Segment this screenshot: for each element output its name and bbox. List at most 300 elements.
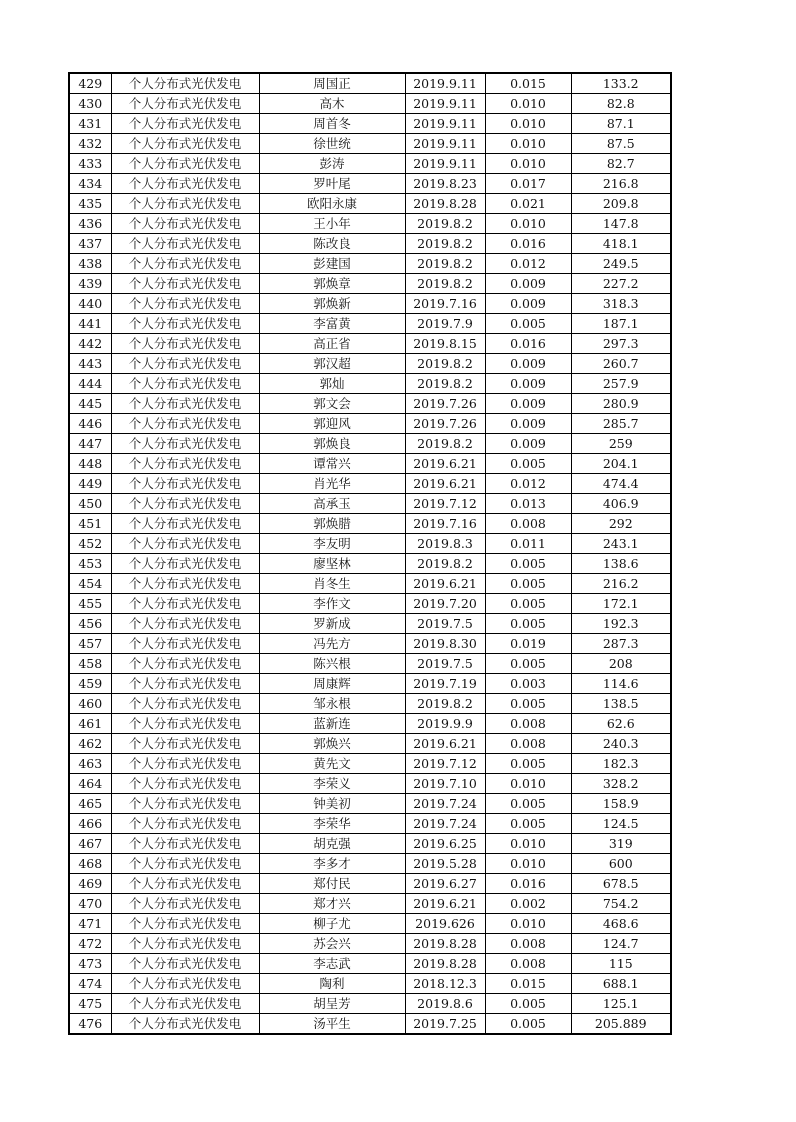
table-row: [69, 734, 671, 754]
row-number-cell: 454: [69, 574, 111, 594]
amount-cell: 249.5: [571, 254, 671, 274]
row-number-cell: 471: [69, 914, 111, 934]
project-type-cell: 个人分布式光伏发电: [111, 174, 259, 194]
row-number-cell: 476: [69, 1014, 111, 1035]
project-type-cell: 个人分布式光伏发电: [111, 634, 259, 654]
table-row: [69, 814, 671, 834]
date-cell: 2019.8.28: [405, 934, 485, 954]
project-type-cell: 个人分布式光伏发电: [111, 454, 259, 474]
date-cell: 2019.9.11: [405, 134, 485, 154]
owner-name-cell: 谭常兴: [259, 454, 405, 474]
amount-cell: 754.2: [571, 894, 671, 914]
owner-name-cell: 李荣华: [259, 814, 405, 834]
project-type-cell: 个人分布式光伏发电: [111, 794, 259, 814]
table-row: [69, 274, 671, 294]
amount-cell: 82.7: [571, 154, 671, 174]
amount-cell: 192.3: [571, 614, 671, 634]
project-type-cell: 个人分布式光伏发电: [111, 734, 259, 754]
row-number-cell: 462: [69, 734, 111, 754]
owner-name-cell: 郭焕良: [259, 434, 405, 454]
project-type-cell: 个人分布式光伏发电: [111, 434, 259, 454]
amount-cell: 216.8: [571, 174, 671, 194]
owner-name-cell: 徐世统: [259, 134, 405, 154]
amount-cell: 240.3: [571, 734, 671, 754]
date-cell: 2019.8.2: [405, 554, 485, 574]
owner-name-cell: 陈改良: [259, 234, 405, 254]
amount-cell: 133.2: [571, 73, 671, 94]
amount-cell: 147.8: [571, 214, 671, 234]
row-number-cell: 473: [69, 954, 111, 974]
row-number-cell: 445: [69, 394, 111, 414]
table-row: [69, 73, 671, 94]
date-cell: 2019.8.28: [405, 194, 485, 214]
date-cell: 2019.8.2: [405, 374, 485, 394]
row-number-cell: 441: [69, 314, 111, 334]
table-row: [69, 294, 671, 314]
date-cell: 2019.7.19: [405, 674, 485, 694]
owner-name-cell: 郭焕腊: [259, 514, 405, 534]
table-row: [69, 194, 671, 214]
table-row: [69, 354, 671, 374]
amount-cell: 158.9: [571, 794, 671, 814]
capacity-cell: 0.010: [485, 114, 571, 134]
row-number-cell: 432: [69, 134, 111, 154]
row-number-cell: 450: [69, 494, 111, 514]
table-row: [69, 634, 671, 654]
owner-name-cell: 周国正: [259, 73, 405, 94]
date-cell: 2019.6.21: [405, 474, 485, 494]
row-number-cell: 431: [69, 114, 111, 134]
capacity-cell: 0.010: [485, 214, 571, 234]
row-number-cell: 447: [69, 434, 111, 454]
date-cell: 2019.8.30: [405, 634, 485, 654]
project-type-cell: 个人分布式光伏发电: [111, 214, 259, 234]
owner-name-cell: 郭焕新: [259, 294, 405, 314]
project-type-cell: 个人分布式光伏发电: [111, 274, 259, 294]
project-type-cell: 个人分布式光伏发电: [111, 654, 259, 674]
owner-name-cell: 陶利: [259, 974, 405, 994]
row-number-cell: 448: [69, 454, 111, 474]
row-number-cell: 435: [69, 194, 111, 214]
amount-cell: 260.7: [571, 354, 671, 374]
date-cell: 2019.6.25: [405, 834, 485, 854]
row-number-cell: 475: [69, 994, 111, 1014]
capacity-cell: 0.016: [485, 334, 571, 354]
table-row: [69, 174, 671, 194]
capacity-cell: 0.008: [485, 934, 571, 954]
owner-name-cell: 周康辉: [259, 674, 405, 694]
table-row: [69, 1014, 671, 1035]
project-type-cell: 个人分布式光伏发电: [111, 73, 259, 94]
capacity-cell: 0.013: [485, 494, 571, 514]
owner-name-cell: 欧阳永康: [259, 194, 405, 214]
capacity-cell: 0.010: [485, 94, 571, 114]
date-cell: 2019.7.20: [405, 594, 485, 614]
capacity-cell: 0.009: [485, 374, 571, 394]
project-type-cell: 个人分布式光伏发电: [111, 314, 259, 334]
table-row: [69, 614, 671, 634]
amount-cell: 209.8: [571, 194, 671, 214]
table-row: [69, 654, 671, 674]
amount-cell: 87.5: [571, 134, 671, 154]
table-row: [69, 834, 671, 854]
project-type-cell: 个人分布式光伏发电: [111, 114, 259, 134]
row-number-cell: 444: [69, 374, 111, 394]
date-cell: 2019.7.24: [405, 814, 485, 834]
date-cell: 2019.6.21: [405, 574, 485, 594]
project-type-cell: 个人分布式光伏发电: [111, 294, 259, 314]
project-type-cell: 个人分布式光伏发电: [111, 874, 259, 894]
table-row: [69, 394, 671, 414]
owner-name-cell: 黄先文: [259, 754, 405, 774]
amount-cell: 297.3: [571, 334, 671, 354]
row-number-cell: 461: [69, 714, 111, 734]
capacity-cell: 0.012: [485, 254, 571, 274]
table-row: [69, 774, 671, 794]
table-row: [69, 934, 671, 954]
table-row: [69, 434, 671, 454]
date-cell: 2019.7.26: [405, 414, 485, 434]
row-number-cell: 452: [69, 534, 111, 554]
owner-name-cell: 胡呈芳: [259, 994, 405, 1014]
date-cell: 2019.9.11: [405, 73, 485, 94]
project-type-cell: 个人分布式光伏发电: [111, 814, 259, 834]
row-number-cell: 469: [69, 874, 111, 894]
capacity-cell: 0.010: [485, 154, 571, 174]
row-number-cell: 438: [69, 254, 111, 274]
date-cell: 2019.7.5: [405, 654, 485, 674]
row-number-cell: 429: [69, 73, 111, 94]
table-row: [69, 94, 671, 114]
capacity-cell: 0.021: [485, 194, 571, 214]
owner-name-cell: 郭迎风: [259, 414, 405, 434]
row-number-cell: 457: [69, 634, 111, 654]
capacity-cell: 0.005: [485, 794, 571, 814]
capacity-cell: 0.011: [485, 534, 571, 554]
project-type-cell: 个人分布式光伏发电: [111, 934, 259, 954]
table-row: [69, 334, 671, 354]
amount-cell: 115: [571, 954, 671, 974]
owner-name-cell: 高木: [259, 94, 405, 114]
amount-cell: 138.5: [571, 694, 671, 714]
project-type-cell: 个人分布式光伏发电: [111, 554, 259, 574]
row-number-cell: 436: [69, 214, 111, 234]
date-cell: 2019.8.2: [405, 234, 485, 254]
project-type-cell: 个人分布式光伏发电: [111, 994, 259, 1014]
owner-name-cell: 王小年: [259, 214, 405, 234]
amount-cell: 82.8: [571, 94, 671, 114]
row-number-cell: 456: [69, 614, 111, 634]
owner-name-cell: 罗新成: [259, 614, 405, 634]
amount-cell: 280.9: [571, 394, 671, 414]
table-row: [69, 754, 671, 774]
date-cell: 2019.6.21: [405, 734, 485, 754]
capacity-cell: 0.008: [485, 514, 571, 534]
amount-cell: 285.7: [571, 414, 671, 434]
row-number-cell: 468: [69, 854, 111, 874]
table-row: [69, 314, 671, 334]
capacity-cell: 0.015: [485, 73, 571, 94]
date-cell: 2019.626: [405, 914, 485, 934]
row-number-cell: 459: [69, 674, 111, 694]
date-cell: 2019.7.9: [405, 314, 485, 334]
amount-cell: 328.2: [571, 774, 671, 794]
date-cell: 2019.7.16: [405, 294, 485, 314]
row-number-cell: 467: [69, 834, 111, 854]
owner-name-cell: 陈兴根: [259, 654, 405, 674]
date-cell: 2018.12.3: [405, 974, 485, 994]
table-row: [69, 154, 671, 174]
table-row: [69, 974, 671, 994]
date-cell: 2019.9.11: [405, 154, 485, 174]
project-type-cell: 个人分布式光伏发电: [111, 854, 259, 874]
row-number-cell: 474: [69, 974, 111, 994]
date-cell: 2019.9.11: [405, 94, 485, 114]
date-cell: 2019.8.15: [405, 334, 485, 354]
capacity-cell: 0.005: [485, 654, 571, 674]
capacity-cell: 0.002: [485, 894, 571, 914]
owner-name-cell: 罗叶尾: [259, 174, 405, 194]
capacity-cell: 0.005: [485, 1014, 571, 1035]
amount-cell: 114.6: [571, 674, 671, 694]
owner-name-cell: 郑付民: [259, 874, 405, 894]
row-number-cell: 439: [69, 274, 111, 294]
amount-cell: 125.1: [571, 994, 671, 1014]
date-cell: 2019.7.16: [405, 514, 485, 534]
project-type-cell: 个人分布式光伏发电: [111, 614, 259, 634]
capacity-cell: 0.005: [485, 554, 571, 574]
project-type-cell: 个人分布式光伏发电: [111, 94, 259, 114]
table-row: [69, 714, 671, 734]
amount-cell: 318.3: [571, 294, 671, 314]
amount-cell: 205.889: [571, 1014, 671, 1035]
table-row: [69, 574, 671, 594]
date-cell: 2019.8.23: [405, 174, 485, 194]
row-number-cell: 451: [69, 514, 111, 534]
capacity-cell: 0.008: [485, 714, 571, 734]
capacity-cell: 0.009: [485, 394, 571, 414]
owner-name-cell: 肖冬生: [259, 574, 405, 594]
amount-cell: 468.6: [571, 914, 671, 934]
amount-cell: 257.9: [571, 374, 671, 394]
table-row: [69, 854, 671, 874]
row-number-cell: 453: [69, 554, 111, 574]
date-cell: 2019.7.10: [405, 774, 485, 794]
project-type-cell: 个人分布式光伏发电: [111, 154, 259, 174]
owner-name-cell: 汤平生: [259, 1014, 405, 1035]
table-row: [69, 234, 671, 254]
project-type-cell: 个人分布式光伏发电: [111, 754, 259, 774]
row-number-cell: 466: [69, 814, 111, 834]
amount-cell: 216.2: [571, 574, 671, 594]
owner-name-cell: 胡克强: [259, 834, 405, 854]
date-cell: 2019.7.24: [405, 794, 485, 814]
table-row: [69, 694, 671, 714]
owner-name-cell: 柳子尤: [259, 914, 405, 934]
row-number-cell: 464: [69, 774, 111, 794]
table-row: [69, 794, 671, 814]
capacity-cell: 0.010: [485, 854, 571, 874]
date-cell: 2019.8.2: [405, 434, 485, 454]
row-number-cell: 460: [69, 694, 111, 714]
amount-cell: 418.1: [571, 234, 671, 254]
amount-cell: 62.6: [571, 714, 671, 734]
amount-cell: 600: [571, 854, 671, 874]
table-row: [69, 894, 671, 914]
amount-cell: 182.3: [571, 754, 671, 774]
table-row: [69, 254, 671, 274]
table-body: [69, 73, 671, 1034]
project-type-cell: 个人分布式光伏发电: [111, 694, 259, 714]
date-cell: 2019.7.26: [405, 394, 485, 414]
owner-name-cell: 钟美初: [259, 794, 405, 814]
capacity-cell: 0.010: [485, 834, 571, 854]
project-type-cell: 个人分布式光伏发电: [111, 374, 259, 394]
owner-name-cell: 肖光华: [259, 474, 405, 494]
capacity-cell: 0.005: [485, 614, 571, 634]
owner-name-cell: 高承玉: [259, 494, 405, 514]
amount-cell: 124.7: [571, 934, 671, 954]
date-cell: 2019.6.21: [405, 454, 485, 474]
capacity-cell: 0.017: [485, 174, 571, 194]
amount-cell: 138.6: [571, 554, 671, 574]
owner-name-cell: 李荣义: [259, 774, 405, 794]
date-cell: 2019.5.28: [405, 854, 485, 874]
owner-name-cell: 郭焕兴: [259, 734, 405, 754]
project-type-cell: 个人分布式光伏发电: [111, 914, 259, 934]
table-row: [69, 954, 671, 974]
project-type-cell: 个人分布式光伏发电: [111, 674, 259, 694]
owner-name-cell: 彭建国: [259, 254, 405, 274]
date-cell: 2019.8.3: [405, 534, 485, 554]
owner-name-cell: 廖坚林: [259, 554, 405, 574]
table-row: [69, 494, 671, 514]
owner-name-cell: 郭汉超: [259, 354, 405, 374]
amount-cell: 292: [571, 514, 671, 534]
owner-name-cell: 李友明: [259, 534, 405, 554]
amount-cell: 287.3: [571, 634, 671, 654]
row-number-cell: 437: [69, 234, 111, 254]
amount-cell: 243.1: [571, 534, 671, 554]
owner-name-cell: 郑才兴: [259, 894, 405, 914]
date-cell: 2019.7.12: [405, 754, 485, 774]
project-type-cell: 个人分布式光伏发电: [111, 234, 259, 254]
date-cell: 2019.8.2: [405, 274, 485, 294]
owner-name-cell: 郭灿: [259, 374, 405, 394]
owner-name-cell: 李志武: [259, 954, 405, 974]
project-type-cell: 个人分布式光伏发电: [111, 834, 259, 854]
date-cell: 2019.8.28: [405, 954, 485, 974]
capacity-cell: 0.005: [485, 754, 571, 774]
project-type-cell: 个人分布式光伏发电: [111, 474, 259, 494]
date-cell: 2019.7.12: [405, 494, 485, 514]
date-cell: 2019.8.2: [405, 214, 485, 234]
owner-name-cell: 彭涛: [259, 154, 405, 174]
amount-cell: 259: [571, 434, 671, 454]
amount-cell: 688.1: [571, 974, 671, 994]
capacity-cell: 0.019: [485, 634, 571, 654]
row-number-cell: 434: [69, 174, 111, 194]
owner-name-cell: 李作文: [259, 594, 405, 614]
table-row: [69, 374, 671, 394]
capacity-cell: 0.015: [485, 974, 571, 994]
owner-name-cell: 李多才: [259, 854, 405, 874]
date-cell: 2019.8.2: [405, 254, 485, 274]
amount-cell: 208: [571, 654, 671, 674]
data-table: [68, 72, 672, 1035]
project-type-cell: 个人分布式光伏发电: [111, 334, 259, 354]
project-type-cell: 个人分布式光伏发电: [111, 594, 259, 614]
owner-name-cell: 郭文会: [259, 394, 405, 414]
capacity-cell: 0.009: [485, 294, 571, 314]
capacity-cell: 0.005: [485, 814, 571, 834]
amount-cell: 319: [571, 834, 671, 854]
row-number-cell: 440: [69, 294, 111, 314]
amount-cell: 474.4: [571, 474, 671, 494]
amount-cell: 87.1: [571, 114, 671, 134]
table-row: [69, 674, 671, 694]
amount-cell: 172.1: [571, 594, 671, 614]
date-cell: 2019.8.6: [405, 994, 485, 1014]
table-row: [69, 994, 671, 1014]
capacity-cell: 0.008: [485, 954, 571, 974]
table-row: [69, 554, 671, 574]
amount-cell: 204.1: [571, 454, 671, 474]
project-type-cell: 个人分布式光伏发电: [111, 574, 259, 594]
owner-name-cell: 冯先方: [259, 634, 405, 654]
table-row: [69, 114, 671, 134]
table-row: [69, 874, 671, 894]
amount-cell: 124.5: [571, 814, 671, 834]
project-type-cell: 个人分布式光伏发电: [111, 134, 259, 154]
row-number-cell: 430: [69, 94, 111, 114]
project-type-cell: 个人分布式光伏发电: [111, 974, 259, 994]
table-row: [69, 514, 671, 534]
table-row: [69, 134, 671, 154]
project-type-cell: 个人分布式光伏发电: [111, 894, 259, 914]
project-type-cell: 个人分布式光伏发电: [111, 394, 259, 414]
row-number-cell: 443: [69, 354, 111, 374]
capacity-cell: 0.010: [485, 134, 571, 154]
project-type-cell: 个人分布式光伏发电: [111, 954, 259, 974]
table-row: [69, 454, 671, 474]
date-cell: 2019.9.9: [405, 714, 485, 734]
owner-name-cell: 邹永根: [259, 694, 405, 714]
table-row: [69, 534, 671, 554]
table-row: [69, 414, 671, 434]
capacity-cell: 0.005: [485, 454, 571, 474]
row-number-cell: 449: [69, 474, 111, 494]
project-type-cell: 个人分布式光伏发电: [111, 194, 259, 214]
row-number-cell: 472: [69, 934, 111, 954]
date-cell: 2019.8.2: [405, 354, 485, 374]
owner-name-cell: 蓝新连: [259, 714, 405, 734]
capacity-cell: 0.009: [485, 274, 571, 294]
project-type-cell: 个人分布式光伏发电: [111, 714, 259, 734]
date-cell: 2019.6.21: [405, 894, 485, 914]
capacity-cell: 0.008: [485, 734, 571, 754]
capacity-cell: 0.005: [485, 994, 571, 1014]
owner-name-cell: 郭焕章: [259, 274, 405, 294]
capacity-cell: 0.012: [485, 474, 571, 494]
date-cell: 2019.7.5: [405, 614, 485, 634]
owner-name-cell: 李富黄: [259, 314, 405, 334]
row-number-cell: 433: [69, 154, 111, 174]
project-type-cell: 个人分布式光伏发电: [111, 494, 259, 514]
row-number-cell: 458: [69, 654, 111, 674]
table-row: [69, 914, 671, 934]
project-type-cell: 个人分布式光伏发电: [111, 414, 259, 434]
